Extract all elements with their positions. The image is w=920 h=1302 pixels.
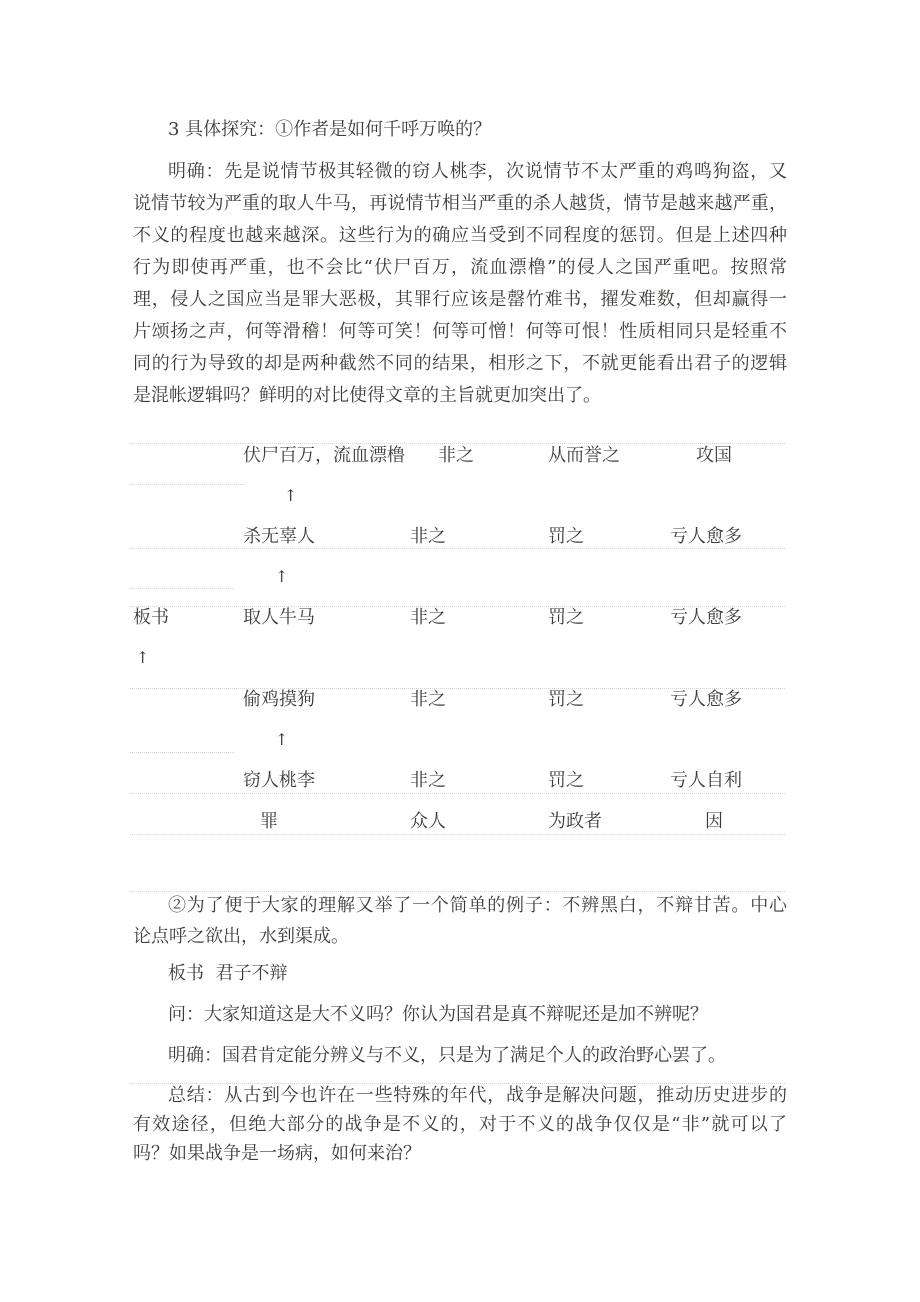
verdict: 非之 [410,526,446,547]
ruler-response: 罚之 [548,607,584,628]
offense: 偷鸡摸狗 [243,689,315,710]
answer: 明确：国君肯定能分辨义与不义，只是为了满足个人的政治野心罢了。 [168,1045,726,1066]
offense: 杀无辜人 [243,526,315,547]
section-heading: 3 具体探究：①作者是如何千呼万唤的？ [168,119,492,140]
offense: 取人牛马 [243,607,315,628]
divider [130,752,235,753]
column-label: 众人 [410,811,446,832]
text-line: 是混帐逻辑吗？鲜明的对比使得文章的主旨就更加突出了。 [133,385,601,406]
divider [130,793,785,794]
offense: 窃人桃李 [243,770,315,791]
ruler-response: 罚之 [548,689,584,710]
text-line: 不义的程度也越来越深。这些行为的确应当受到不同程度的惩罚。但是上述四种 [133,225,787,246]
reason: 亏人愈多 [670,607,742,628]
text-line: 总结：从古到今也许在一些特殊的年代，战争是解决问题，推动历史进步的 [168,1085,787,1106]
text-line: 片颂扬之声，何等滑稽！何等可笑！何等可憎！何等可恨！性质相同只是轻重不 [133,321,787,342]
ruler-response: 罚之 [548,770,584,791]
arrow-up-icon: ↑ [136,648,150,667]
arrow-up-icon: ↑ [284,486,298,505]
reason: 亏人愈多 [670,689,742,710]
text-line: 行为即使再严重，也不会比“伏尸百万，流血漂橹”的侵人之国严重吧。按照常 [133,257,787,278]
text-line: 同的行为导致的却是两种截然不同的结果，相形之下，不就更能看出君子的逻辑 [133,353,787,374]
text-line: ②为了便于大家的理解又举了一个简单的例子：不辨黑白，不辩甘苦。中心 [168,895,787,916]
divider [130,834,785,835]
question: 问：大家知道这是大不义吗？你认为国君是真不辩呢还是加不辨呢？ [168,1004,708,1025]
text-line: 有效途径，但绝大部分的战争是不义的，对于不义的战争仅仅是“非”就可以了 [133,1114,787,1135]
offense: 伏尸百万，流血漂橹 [243,445,405,466]
board-summary: 板书 君子不辩 [168,963,288,984]
arrow-up-icon: ↑ [275,567,289,586]
arrow-up-icon: ↑ [275,730,289,749]
text-line: 理，侵人之国应当是罪大恶极，其罪行应该是罄竹难书，擢发难数，但却赢得一 [133,289,787,310]
ruler-response: 罚之 [548,526,584,547]
column-label: 因 [705,811,723,832]
column-label: 罪 [260,811,278,832]
text-line: 论点呼之欲出，水到渠成。 [133,926,349,947]
divider [130,484,245,485]
verdict: 非之 [410,689,446,710]
verdict: 非之 [410,607,446,628]
column-label: 为政者 [548,811,602,832]
verdict: 非之 [410,770,446,791]
ruler-response: 从而誉之 [548,445,620,466]
board-label: 板书 [133,607,169,628]
reason: 攻国 [696,445,732,466]
text-line: 吗？如果战争是一场病，如何来治？ [133,1143,421,1164]
verdict: 非之 [438,445,474,466]
text-line: 明确：先是说情节极其轻微的窃人桃李，次说情节不太严重的鸡鸣狗盗，又 [168,161,787,182]
text-line: 说情节较为严重的取人牛马，再说情节相当严重的杀人越货，情节是越来越严重， [133,193,787,214]
divider [130,588,235,589]
reason: 亏人愈多 [670,526,742,547]
reason: 亏人自利 [670,770,742,791]
